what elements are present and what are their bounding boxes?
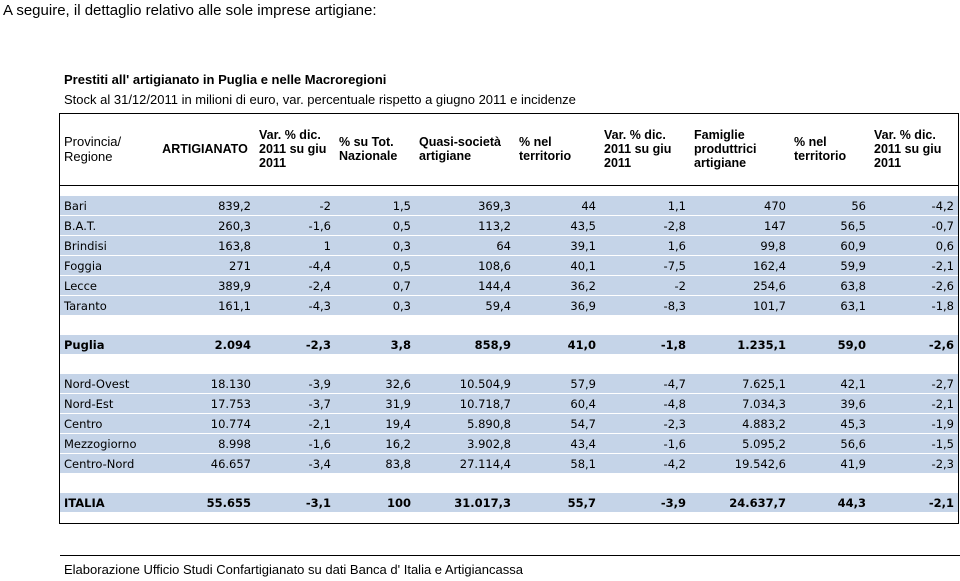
table-cell: 161,1 [155,296,255,316]
table-cell: 63,1 [790,296,870,316]
table-cell: 858,9 [415,335,515,355]
table-cell: 0,3 [335,296,415,316]
table-cell: 83,8 [335,454,415,474]
table-cell: -4,2 [870,196,958,216]
table-cell: 59,4 [415,296,515,316]
source-note: Elaborazione Ufficio Studi Confartigianato su dati Banca d' Italia e Artigiancassa [64,562,523,577]
table-cell: 24.637,7 [690,493,790,513]
table-cell: -3,1 [255,493,335,513]
table-cell: -2,6 [870,276,958,296]
table-cell: -1,8 [600,335,690,355]
table-cell: -4,4 [255,256,335,276]
table-cell: -2,1 [870,256,958,276]
header-line: 2011 su giu [259,142,327,156]
table-cell: 17.753 [155,394,255,414]
table-row [60,296,958,316]
header-line: artigiane [694,156,747,170]
header-line: % su Tot. [339,135,394,149]
header-line: Var. % dic. [259,128,321,142]
header-line: % nel [794,135,827,149]
table-cell: -1,8 [870,296,958,316]
table-cell: 3.902,8 [415,434,515,454]
table-cell: 32,6 [335,374,415,394]
header-nel-territorio-2 [790,113,870,186]
table-cell: 18.130 [155,374,255,394]
table-cell: 36,2 [515,276,600,296]
spacer-cell [60,186,958,196]
table-cell: 1 [255,236,335,256]
table-cell: -2 [600,276,690,296]
table-cell: 163,8 [155,236,255,256]
table-cell: 10.774 [155,414,255,434]
table-title: Prestiti all' artigianato in Puglia e nelle Macroregioni [64,72,387,87]
header-row [60,113,958,186]
header-line: 2011 [604,156,632,170]
table-cell: 100 [335,493,415,513]
spacer-cell [60,513,958,523]
table-cell: -2,1 [870,394,958,414]
table-cell: 369,3 [415,196,515,216]
group-spacer [60,316,958,335]
table-cell: 147 [690,216,790,236]
table-cell: 839,2 [155,196,255,216]
table-cell: 0,6 [870,236,958,256]
footer-rule [60,555,960,556]
table-row [60,335,958,355]
table-cell: 7.034,3 [690,394,790,414]
table-cell: -2,3 [600,414,690,434]
table-cell: 389,9 [155,276,255,296]
table-cell: -4,2 [600,454,690,474]
spacer-cell [60,474,958,493]
row-label: Centro [60,414,155,434]
row-label: Bari [60,196,155,216]
header-line: 2011 su giu [604,142,672,156]
table-cell: 260,3 [155,216,255,236]
table-cell: 271 [155,256,255,276]
table-cell: -0,7 [870,216,958,236]
header-line: Quasi-società [419,135,501,149]
table-cell: -2,8 [600,216,690,236]
row-label: Taranto [60,296,155,316]
table-cell: 57,9 [515,374,600,394]
table-cell: 113,2 [415,216,515,236]
table-row [60,216,958,236]
spacer-cell [60,355,958,374]
row-label: Mezzogiorno [60,434,155,454]
table-cell: 1,5 [335,196,415,216]
table-cell: -2,4 [255,276,335,296]
group-spacer [60,186,958,196]
table-cell: 4.883,2 [690,414,790,434]
header-line: artigiane [419,149,472,163]
header-line: Var. % dic. [874,128,936,142]
table-cell: 42,1 [790,374,870,394]
table-cell: -3,9 [600,493,690,513]
table-row [60,196,958,216]
table-cell: 144,4 [415,276,515,296]
table-cell: 16,2 [335,434,415,454]
row-label: Centro-Nord [60,454,155,474]
table-cell: 19.542,6 [690,454,790,474]
group-spacer [60,355,958,374]
table-cell: 60,9 [790,236,870,256]
table-cell: 41,0 [515,335,600,355]
table-cell: 43,4 [515,434,600,454]
table-cell: 63,8 [790,276,870,296]
table-cell: -1,9 [870,414,958,434]
table-row [60,434,958,454]
table-cell: 56,6 [790,434,870,454]
table-row [60,256,958,276]
row-label: Brindisi [60,236,155,256]
table-cell: 39,1 [515,236,600,256]
table-cell: 46.657 [155,454,255,474]
table-cell: 39,6 [790,394,870,414]
intro-text: A seguire, il dettaglio relativo alle sole imprese artigiane: [3,2,377,19]
header-quasi-societa [415,113,515,186]
header-su-tot-nazionale [335,113,415,186]
table-cell: -4,8 [600,394,690,414]
table-cell: -7,5 [600,256,690,276]
table-cell: 55.655 [155,493,255,513]
table-cell: -2,1 [255,414,335,434]
table-cell: 5.890,8 [415,414,515,434]
spacer-cell [60,316,958,335]
table-cell: 2.094 [155,335,255,355]
header-var-famiglie [870,113,958,186]
row-label: Foggia [60,256,155,276]
table-row [60,414,958,434]
table-cell: 0,5 [335,256,415,276]
table-cell: 1,1 [600,196,690,216]
header-line: ARTIGIANATO [162,142,248,156]
table-row [60,374,958,394]
header-line: Famiglie [694,128,745,142]
table-cell: -2 [255,196,335,216]
table-cell: 36,9 [515,296,600,316]
header-line: Var. % dic. [604,128,666,142]
row-label: Lecce [60,276,155,296]
table-cell: 58,1 [515,454,600,474]
header-line: territorio [794,149,847,163]
table-cell: -1,6 [255,434,335,454]
table-cell: 59,9 [790,256,870,276]
table-cell: 55,7 [515,493,600,513]
table-row [60,394,958,414]
table-cell: 108,6 [415,256,515,276]
table-cell: 0,7 [335,276,415,296]
table-cell: 1,6 [600,236,690,256]
table-cell: 8.998 [155,434,255,454]
table-cell: -3,7 [255,394,335,414]
table-cell: 44 [515,196,600,216]
header-line: territorio [519,149,572,163]
header-famiglie-produttrici [690,113,790,186]
header-var-artigianato [255,113,335,186]
table-cell: 60,4 [515,394,600,414]
table-cell: -1,6 [255,216,335,236]
table-cell: -2,7 [870,374,958,394]
table-row [60,454,958,474]
table-cell: 56,5 [790,216,870,236]
table-subtitle: Stock al 31/12/2011 in milioni di euro, var. percentuale rispetto a giugno 2011 e incidenze [64,92,576,107]
header-artigianato [155,113,255,186]
table-cell: -3,9 [255,374,335,394]
table-cell: 0,5 [335,216,415,236]
table-cell: 162,4 [690,256,790,276]
header-nel-territorio-1 [515,113,600,186]
table-cell: 40,1 [515,256,600,276]
table-body [60,113,958,522]
row-label: ITALIA [60,493,155,513]
header-line: Provincia/ [64,134,122,149]
table-cell: 19,4 [335,414,415,434]
header-line: produttrici [694,142,757,156]
table-cell: 10.504,9 [415,374,515,394]
table-row [60,493,958,513]
table-cell: -1,6 [600,434,690,454]
table-cell: -2,3 [870,454,958,474]
table-cell: 99,8 [690,236,790,256]
table-cell: 45,3 [790,414,870,434]
table-row [60,236,958,256]
table-cell: 41,9 [790,454,870,474]
table-cell: 3,8 [335,335,415,355]
header-line: 2011 [874,156,902,170]
loans-table [60,113,958,522]
table-cell: 44,3 [790,493,870,513]
table-cell: -4,7 [600,374,690,394]
header-line: 2011 su giu [874,142,942,156]
table-cell: 27.114,4 [415,454,515,474]
header-line: Regione [64,149,113,164]
row-label: Puglia [60,335,155,355]
table-cell: 7.625,1 [690,374,790,394]
table-cell: 31.017,3 [415,493,515,513]
table-row [60,276,958,296]
table-cell: 64 [415,236,515,256]
header-line: Nazionale [339,149,398,163]
table-cell: -4,3 [255,296,335,316]
table-cell: 0,3 [335,236,415,256]
table-cell: -2,6 [870,335,958,355]
row-label: Nord-Est [60,394,155,414]
table-cell: 1.235,1 [690,335,790,355]
table-cell: 254,6 [690,276,790,296]
row-label: B.A.T. [60,216,155,236]
table-cell: 5.095,2 [690,434,790,454]
table-cell: -2,3 [255,335,335,355]
group-spacer [60,474,958,493]
row-label: Nord-Ovest [60,374,155,394]
table-cell: 54,7 [515,414,600,434]
table-cell: -1,5 [870,434,958,454]
table-cell: 470 [690,196,790,216]
table-cell: 56 [790,196,870,216]
table-cell: -8,3 [600,296,690,316]
header-provincia [60,113,155,186]
header-var-quasi-societa [600,113,690,186]
header-line: % nel [519,135,552,149]
table-cell: 59,0 [790,335,870,355]
table-cell: -3,4 [255,454,335,474]
table-cell: 43,5 [515,216,600,236]
header-line: 2011 [259,156,287,170]
table-cell: -2,1 [870,493,958,513]
table-cell: 101,7 [690,296,790,316]
table-cell: 31,9 [335,394,415,414]
table-cell: 10.718,7 [415,394,515,414]
table-bottom-spacer [60,513,958,523]
